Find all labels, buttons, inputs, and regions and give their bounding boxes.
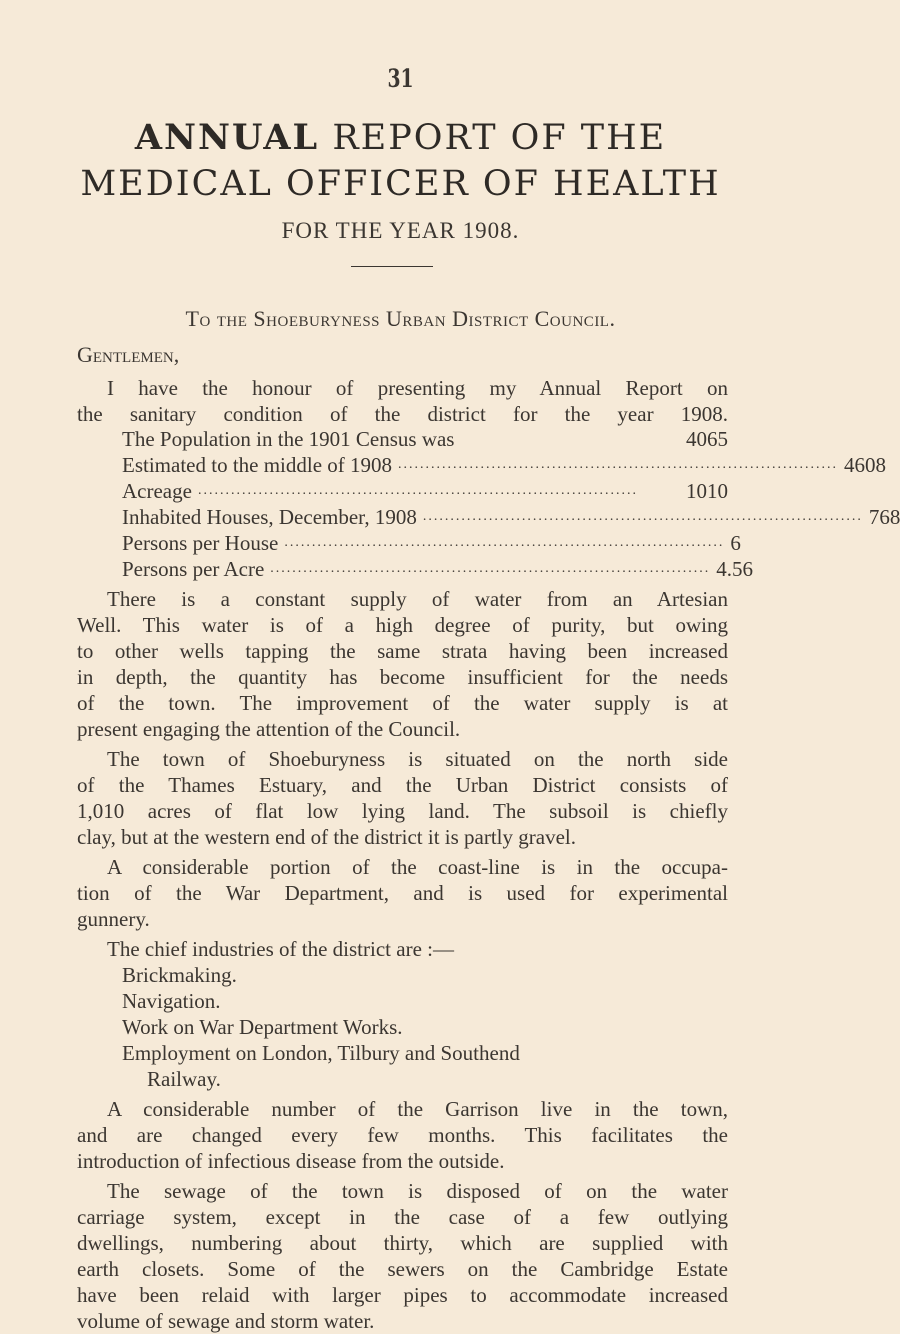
paragraph: [77, 854, 728, 932]
title-bold-word: ANNUAL: [134, 117, 320, 158]
statistics-row: [77, 556, 754, 582]
statistic-label: Acreage: [122, 479, 192, 503]
text-line: Employment on London, Tilbury and Southend: [122, 1041, 520, 1065]
salutation: Gentlemen,: [77, 342, 180, 367]
intro-paragraph: [77, 375, 728, 427]
text-line: A considerable number of the Garrison live in the town,: [107, 1097, 728, 1121]
report-body: [77, 375, 900, 1334]
statistic-label: Inhabited Houses, December, 1908: [122, 505, 417, 529]
statistic-value: 1010: [686, 479, 728, 503]
text-line: of the Thames Estuary, and the Urban District consists of: [77, 773, 728, 797]
text-line: dwellings, numbering about thirty, which are supplied with: [77, 1231, 728, 1255]
body-paragraphs: [77, 586, 728, 1334]
statistic-value: 4.56: [716, 557, 754, 581]
statistics-table: [77, 426, 900, 582]
title-rest: REPORT OF THE: [332, 118, 667, 158]
text-line: introduction of infectious disease from the outside.: [77, 1149, 505, 1173]
text-line: Work on War Department Works.: [122, 1015, 403, 1039]
text-line: of the town. The improvement of the water supply is at: [77, 691, 728, 715]
statistics-row: [77, 478, 728, 504]
report-subtitle: FOR THE YEAR 1908.: [281, 218, 520, 243]
statistic-value: 768: [868, 505, 900, 529]
text-line: A considerable portion of the coast-line is in the occupa-: [107, 855, 728, 879]
statistics-row: [77, 504, 900, 530]
dot-leader: ................................................................................: [270, 561, 711, 576]
text-line: earth closets. Some of the sewers on the Cambridge Estate: [77, 1257, 728, 1281]
text-line: The sewage of the town is disposed of on the water: [107, 1179, 728, 1203]
statistics-row: [77, 452, 887, 478]
dot-leader: [454, 426, 670, 452]
paragraph: [77, 746, 728, 850]
text-line: Brickmaking.: [122, 963, 237, 987]
text-line: The chief industries of the district are :—: [107, 937, 454, 961]
text-line: gunnery.: [77, 907, 150, 931]
statistic-value: 6: [730, 531, 741, 555]
text-line: volume of sewage and storm water.: [77, 1309, 375, 1333]
paragraph: [77, 586, 728, 742]
statistic-label: Persons per House: [122, 531, 279, 555]
text-line: to other wells tapping the same strata having been increased: [77, 639, 728, 663]
statistic-label: The Population in the 1901 Census was: [122, 427, 455, 451]
divider-rule: [351, 266, 433, 267]
text-line: clay, but at the western end of the district it is partly gravel.: [77, 825, 576, 849]
dot-leader: ................................................................................: [197, 483, 638, 498]
paragraph: [77, 1178, 728, 1334]
paragraph: [77, 1096, 728, 1174]
report-title-line-1: [0, 117, 801, 158]
statistics-row: [77, 426, 728, 452]
text-line: carriage system, except in the case of a few outlying: [77, 1205, 728, 1229]
text-line: present engaging the attention of the Council.: [77, 717, 461, 741]
dot-leader: ................................................................................: [422, 509, 863, 524]
statistics-row: [77, 530, 741, 556]
text-line: and are changed every few months. This facilitates the: [77, 1123, 728, 1147]
report-title-line-2: MEDICAL OFFICER OF HEALTH: [80, 164, 721, 204]
statistic-value: 4608: [844, 453, 887, 477]
text-line: The town of Shoeburyness is situated on the north side: [107, 747, 728, 771]
statistic-label: Persons per Acre: [122, 557, 265, 581]
dot-leader: ................................................................................: [398, 457, 839, 472]
text-line: I have the honour of presenting my Annual Report on: [107, 376, 728, 400]
text-line: Well. This water is of a high degree of purity, but owing: [77, 613, 728, 637]
text-line: Navigation.: [122, 989, 221, 1013]
statistic-label: Estimated to the middle of 1908: [122, 453, 393, 477]
text-line: have been relaid with larger pipes to accommodate increased: [77, 1283, 728, 1307]
paragraph: [77, 962, 728, 1066]
page-number: 31: [387, 64, 414, 93]
paragraph: [77, 936, 728, 962]
text-line: 1,010 acres of flat low lying land. The subsoil is chiefly: [77, 799, 728, 823]
statistic-value: 4065: [686, 427, 728, 451]
addressee: To the Shoeburyness Urban District Council.: [185, 306, 616, 331]
text-line: in depth, the quantity has become insufficient for the needs: [77, 665, 728, 689]
text-line: the sanitary condition of the district for the year 1908.: [77, 402, 728, 426]
text-line: tion of the War Department, and is used for experimental: [77, 881, 728, 905]
paragraph: [77, 1066, 728, 1092]
text-line: Railway.: [147, 1067, 221, 1091]
dot-leader: ................................................................................: [284, 535, 725, 550]
text-line: There is a constant supply of water from an Artesian: [107, 587, 728, 611]
